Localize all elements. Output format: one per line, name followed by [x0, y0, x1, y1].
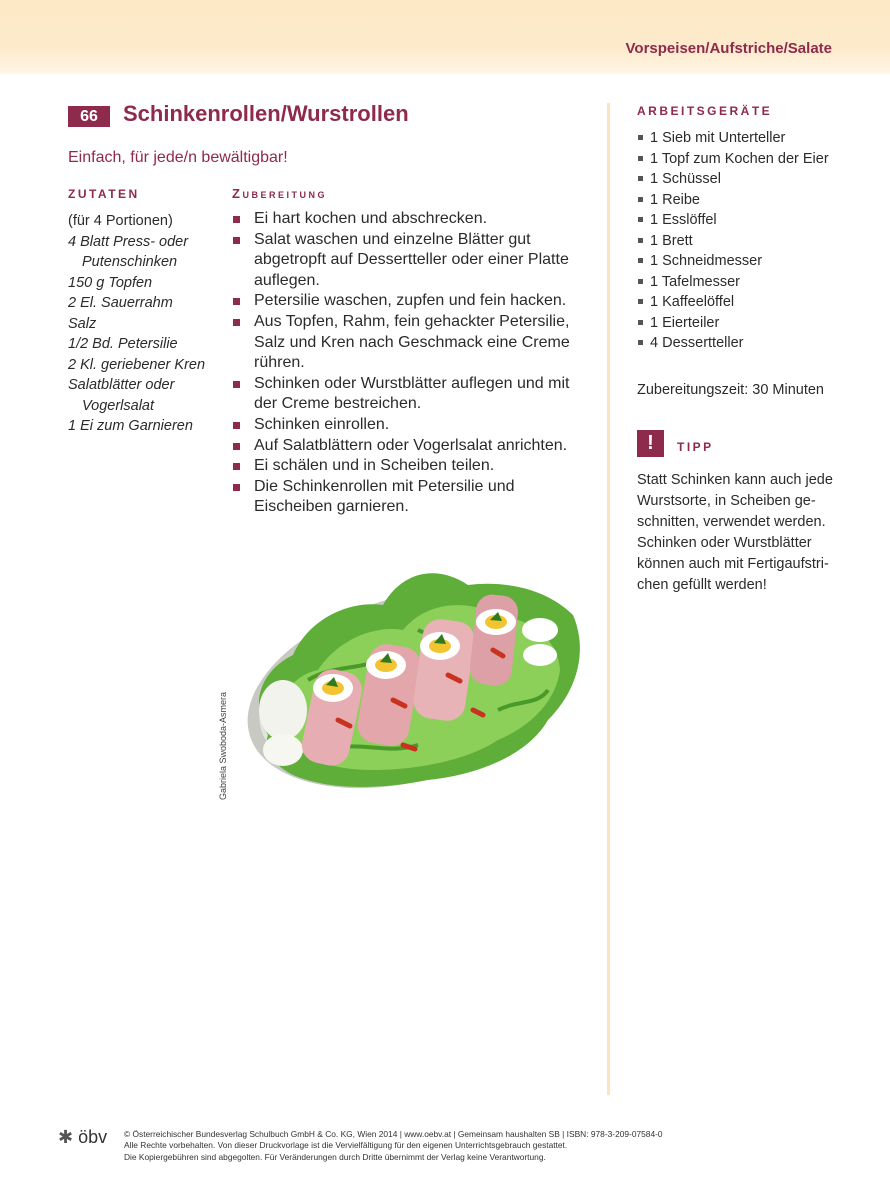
tools-heading: ARBEITSGERÄTE — [637, 104, 773, 118]
ingredient-item: (für 4 Portionen) — [68, 213, 173, 229]
publisher-logo — [58, 1127, 107, 1148]
ingredient-item: 4 Blatt Press- oder Putenschinken — [68, 233, 189, 270]
ingredients-list — [68, 211, 228, 437]
preparation-step: Schinken einrollen. — [232, 415, 592, 436]
tool-item: 1 Topf zum Kochen der Eier — [637, 149, 877, 170]
ingredient-item: 1/2 Bd. Petersilie — [68, 336, 178, 352]
tip-text: Statt Schinken kann auch jede Wurstsorte, in Scheiben ge-schnitten, verwendet werden. Schinken oder Wurstblätter können auch mit Fertigaufstri-chen gefüllt werden! — [637, 472, 833, 593]
tool-item: 1 Sieb mit Unterteller — [637, 128, 877, 149]
tip-heading: TIPP — [677, 440, 714, 454]
top-band — [0, 0, 890, 74]
tool-item: 1 Kaffeelöffel — [637, 292, 877, 313]
footer-line: © Österreichischer Bundesverlag Schulbuch GmbH & Co. KG, Wien 2014 | www.oebv.at | Gemeinsam haushalten SB | ISBN: 978-3-209-07584-0 — [124, 1129, 663, 1139]
tool-item: 1 Schneidmesser — [637, 251, 877, 272]
tool-item: 1 Tafelmesser — [637, 272, 877, 293]
preparation-steps — [232, 209, 592, 518]
footer-line: Die Kopiergebühren sind abgegolten. Für Veränderungen durch Dritte übernimmt der Verlag keine Verantwortung. — [124, 1151, 546, 1162]
tool-item: 1 Eierteiler — [637, 313, 877, 334]
dish-photo — [238, 560, 588, 810]
tool-item: 1 Brett — [637, 231, 877, 252]
tool-item: 1 Reibe — [637, 190, 877, 211]
asterisk-icon: ✱ — [58, 1127, 74, 1147]
exclamation-icon: ! — [637, 430, 664, 457]
preparation-step: Aus Topfen, Rahm, fein gehackter Petersilie, Salz und Kren nach Geschmack eine Creme rühren. — [232, 312, 592, 374]
ingredients-heading: ZUTATEN — [68, 187, 140, 201]
section-title: Vorspeisen/Aufstriche/Salate — [625, 40, 832, 57]
ingredient-item: 150 g Topfen — [68, 274, 153, 291]
preparation-step: Auf Salatblättern oder Vogerlsalat anrichten. — [232, 436, 592, 457]
footer-copyright — [124, 1129, 824, 1163]
ingredient-item: 1 Ei zum Garnieren — [68, 418, 193, 434]
tool-item: 4 Dessertteller — [637, 333, 877, 354]
preparation-step: Ei hart kochen und abschrecken. — [232, 209, 592, 230]
preparation-step: Salat waschen und einzelne Blätter gut abgetropft auf Dessertteller oder einer Platte auflegen. — [232, 230, 592, 292]
tool-item: 1 Esslöffel — [637, 210, 877, 231]
preparation-step: Ei schälen und in Scheiben teilen. — [232, 456, 592, 477]
publisher-logo-text: öbv — [78, 1127, 108, 1147]
ingredient-item: 2 El. Sauerrahm — [68, 295, 173, 311]
footer-line: Alle Rechte vorbehalten. Von dieser Druckvorlage ist die Vervielfältigung für den eigenen Unterrichtsgebrauch gestattet. — [124, 1140, 568, 1151]
tool-item: 1 Schüssel — [637, 169, 877, 190]
ingredient-item: Salatblätter oder Vogerlsalat — [68, 377, 175, 414]
recipe-number-badge: 66 — [68, 106, 110, 127]
ingredient-item: Salz — [68, 315, 97, 332]
column-divider — [607, 103, 610, 1095]
preparation-heading: Zubereitung — [232, 186, 327, 201]
preparation-step: Die Schinkenrollen mit Petersilie und Eischeiben garnieren. — [232, 477, 592, 518]
preparation-step: Schinken oder Wurstblätter auflegen und mit der Creme bestreichen. — [232, 374, 592, 415]
photo-credit: Gabriela Swoboda-Asmera — [218, 691, 228, 800]
ingredient-item: 2 Kl. geriebener Kren — [68, 356, 206, 373]
preparation-step: Petersilie waschen, zupfen und fein hacken. — [232, 291, 592, 312]
tools-list — [637, 128, 877, 354]
prep-time: Zubereitungszeit: 30 Minuten — [637, 382, 824, 398]
recipe-title: Schinkenrollen/Wurstrollen — [123, 101, 409, 126]
recipe-subtitle: Einfach, für jede/n bewältigbar! — [68, 149, 288, 166]
